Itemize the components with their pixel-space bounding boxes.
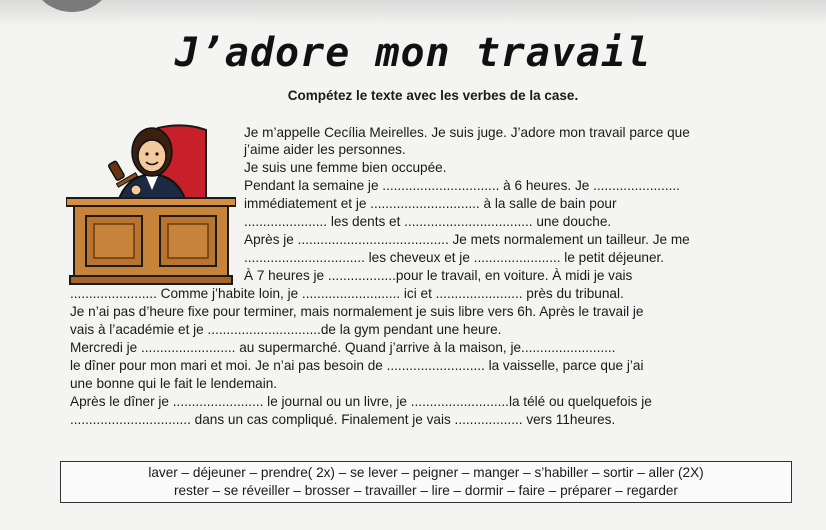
text-line: Mercredi je ......................... au supermarché. Quand j’arrive à la maison, je......................... [70, 340, 616, 355]
text-line: ...................... les dents et .................................. une douche. [244, 214, 612, 229]
text-line: Je m’appelle Cecília Meirelles. Je suis juge. J’adore mon travail parce que [244, 125, 690, 140]
instruction: Compétez le texte avec les verbes de la case. [287, 88, 579, 103]
desk-base [70, 276, 232, 284]
verb-box-line: laver – déjeuner – prendre( 2x) – se lever – peigner – manger – s’habiller – sortir – aller (2X) [148, 465, 704, 480]
page-title: J’adore mon travail [174, 30, 652, 76]
judge-face [138, 140, 166, 172]
text-line: ....................... Comme j’habite loin, je .......................... ici et ....................... près du tribunal. [70, 286, 624, 301]
top-shadow [0, 0, 826, 26]
text-line: Je suis une femme bien occupée. [244, 160, 447, 175]
verb-box-line: rester – se réveiller – brosser – travailler – lire – dormir – faire – préparer – regarder [174, 483, 678, 498]
text-line: Après le dîner je ........................ le journal ou un livre, je ..........................la télé ou quelquefois je [70, 394, 652, 409]
text-line: Pendant la semaine je ............................... à 6 heures. Je ....................... [244, 178, 680, 193]
text-line: j’aime aider les personnes. [244, 142, 406, 157]
judge-illustration [66, 120, 236, 290]
desk-top [66, 198, 236, 206]
text-line: Je n’ai pas d’heure fixe pour terminer, mais normalement je suis libre vers 6h. Après le travail je [70, 304, 644, 319]
verb-box [60, 461, 792, 503]
text-line: ................................ les cheveux et je ....................... le petit déjeuner. [244, 250, 665, 265]
text-line: Après je ........................................ Je mets normalement un tailleur. Je me [244, 232, 690, 247]
text-line: immédiatement et je ............................. à la salle de bain pour [244, 196, 617, 211]
text-line: une bonne qui le fait le lendemain. [70, 376, 278, 391]
text-line: vais à l’académie et je ..............................de la gym pendant une heure. [70, 322, 502, 337]
text-line: ................................ dans un cas compliqué. Finalement je vais .................. vers 11heures. [70, 412, 616, 427]
text-line: le dîner pour mon mari et moi. Je n’ai pas besoin de .......................... la vaisselle, parce que j’ai [70, 358, 644, 373]
text-line: À 7 heures je ..................pour le travail, en voiture. À midi je vais [244, 268, 633, 283]
